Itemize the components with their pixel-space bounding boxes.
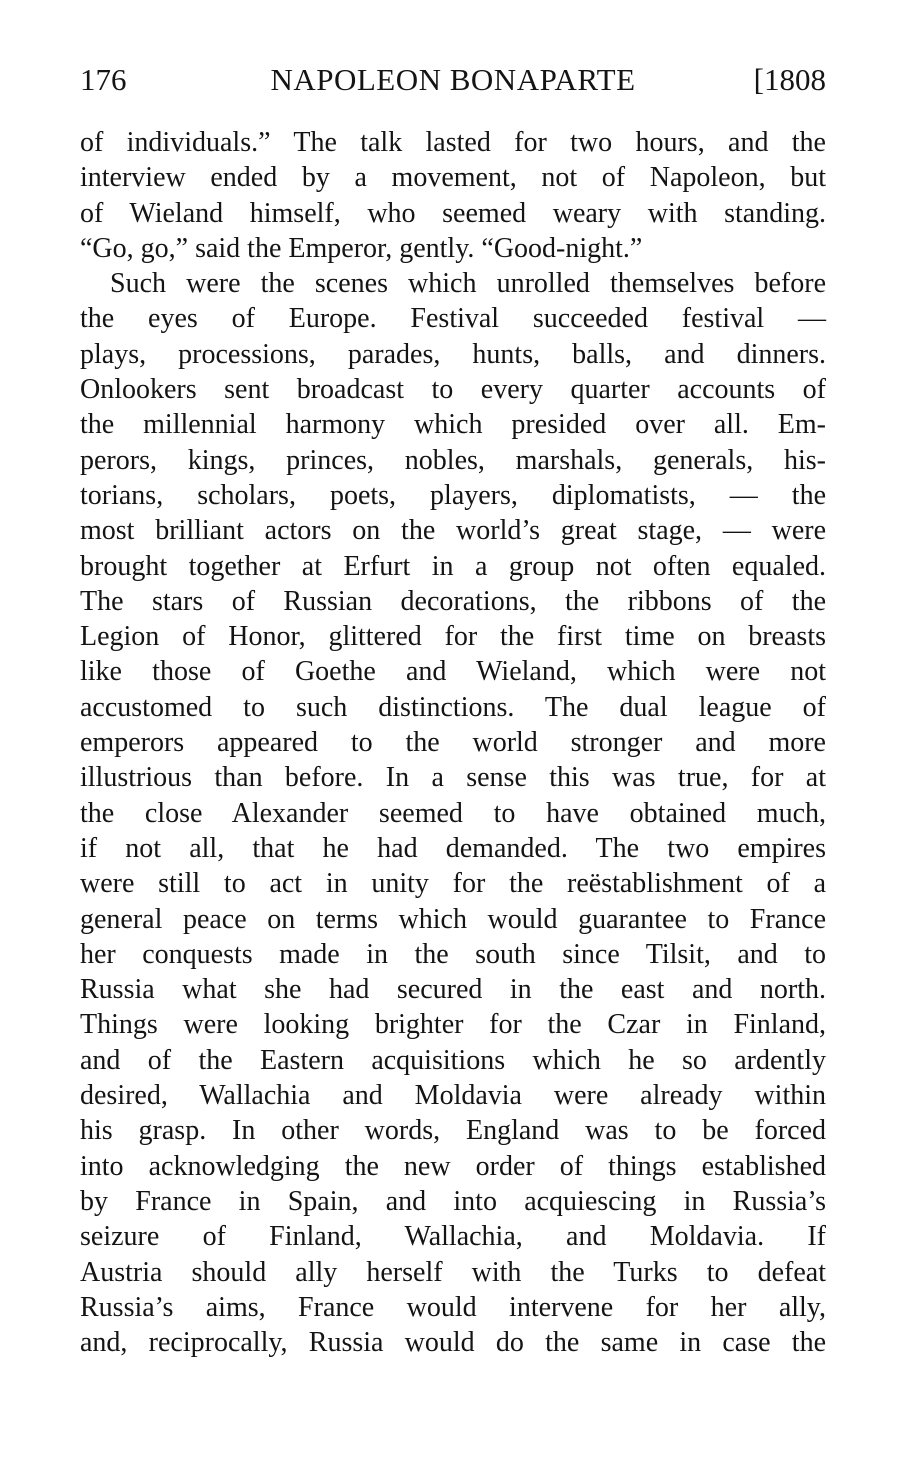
text-line: interview ended by a movement, not of Napoleon, but xyxy=(80,162,826,194)
text-line: illustrious than before. In a sense this was true, for at xyxy=(80,762,826,794)
text-line: Russia’s aims, France would intervene for her ally, xyxy=(80,1291,826,1323)
text-line: of individuals.” The talk lasted for two hours, and the xyxy=(80,127,826,158)
text-line: her conquests made in the south since Tilsit, and to xyxy=(80,938,826,970)
text-line: of Wieland himself, who seemed weary with standing. xyxy=(80,197,826,229)
text-line: and of the Eastern acquisitions which he so ardently xyxy=(80,1044,826,1076)
text-line: like those of Goethe and Wieland, which were not xyxy=(80,656,826,688)
text-line: by France in Spain, and into acquiescing in Russia’s xyxy=(80,1185,826,1217)
text-line: seizure of Finland, Wallachia, and Moldavia. If xyxy=(80,1221,826,1253)
text-line: if not all, that he had demanded. The two empires xyxy=(80,832,826,864)
text-line: were still to act in unity for the reëstablishment of a xyxy=(80,868,826,900)
text-line: Things were looking brighter for the Czar in Finland, xyxy=(80,1009,826,1041)
text-line: accustomed to such distinctions. The dual league of xyxy=(80,691,826,723)
text-line: the close Alexander seemed to have obtained much, xyxy=(80,797,826,829)
running-year: [1808 xyxy=(753,62,826,97)
text-line: torians, scholars, poets, players, diplomatists, — the xyxy=(80,479,826,511)
text-line: plays, processions, parades, hunts, balls, and dinners. xyxy=(80,338,826,370)
text-line: The stars of Russian decorations, the ribbons of the xyxy=(80,585,826,617)
text-line: general peace on terms which would guarantee to France xyxy=(80,903,826,935)
text-line: Austria should ally herself with the Turks to defeat xyxy=(80,1256,826,1288)
text-line: into acknowledging the new order of things established xyxy=(80,1150,826,1182)
running-title: NAPOLEON BONAPARTE xyxy=(270,62,636,97)
text-line: brought together at Erfurt in a group not often equaled. xyxy=(80,550,826,582)
text-line: “Go, go,” said the Emperor, gently. “Good-night.” xyxy=(80,232,643,264)
text-line: his grasp. In other words, England was to be forced xyxy=(80,1115,826,1147)
page-number: 176 xyxy=(80,62,127,97)
text-line: desired, Wallachia and Moldavia were already within xyxy=(80,1080,826,1112)
running-header xyxy=(80,58,826,102)
text-line: Russia what she had secured in the east and north. xyxy=(80,974,826,1006)
text-line: Such were the scenes which unrolled themselves before xyxy=(110,268,826,300)
text-line: perors, kings, princes, nobles, marshals, generals, his- xyxy=(80,444,826,476)
text-line: and, reciprocally, Russia would do the same in case the xyxy=(80,1327,826,1359)
body-text xyxy=(80,125,826,1360)
text-line: most brilliant actors on the world’s great stage, — were xyxy=(80,515,826,547)
text-line: emperors appeared to the world stronger and more xyxy=(80,727,826,759)
text-line: Legion of Honor, glittered for the first time on breasts xyxy=(80,621,826,653)
text-line: the eyes of Europe. Festival succeeded festival — xyxy=(80,303,826,335)
text-line: the millennial harmony which presided over all. Em- xyxy=(80,409,826,441)
text-line: Onlookers sent broadcast to every quarter accounts of xyxy=(80,374,826,406)
